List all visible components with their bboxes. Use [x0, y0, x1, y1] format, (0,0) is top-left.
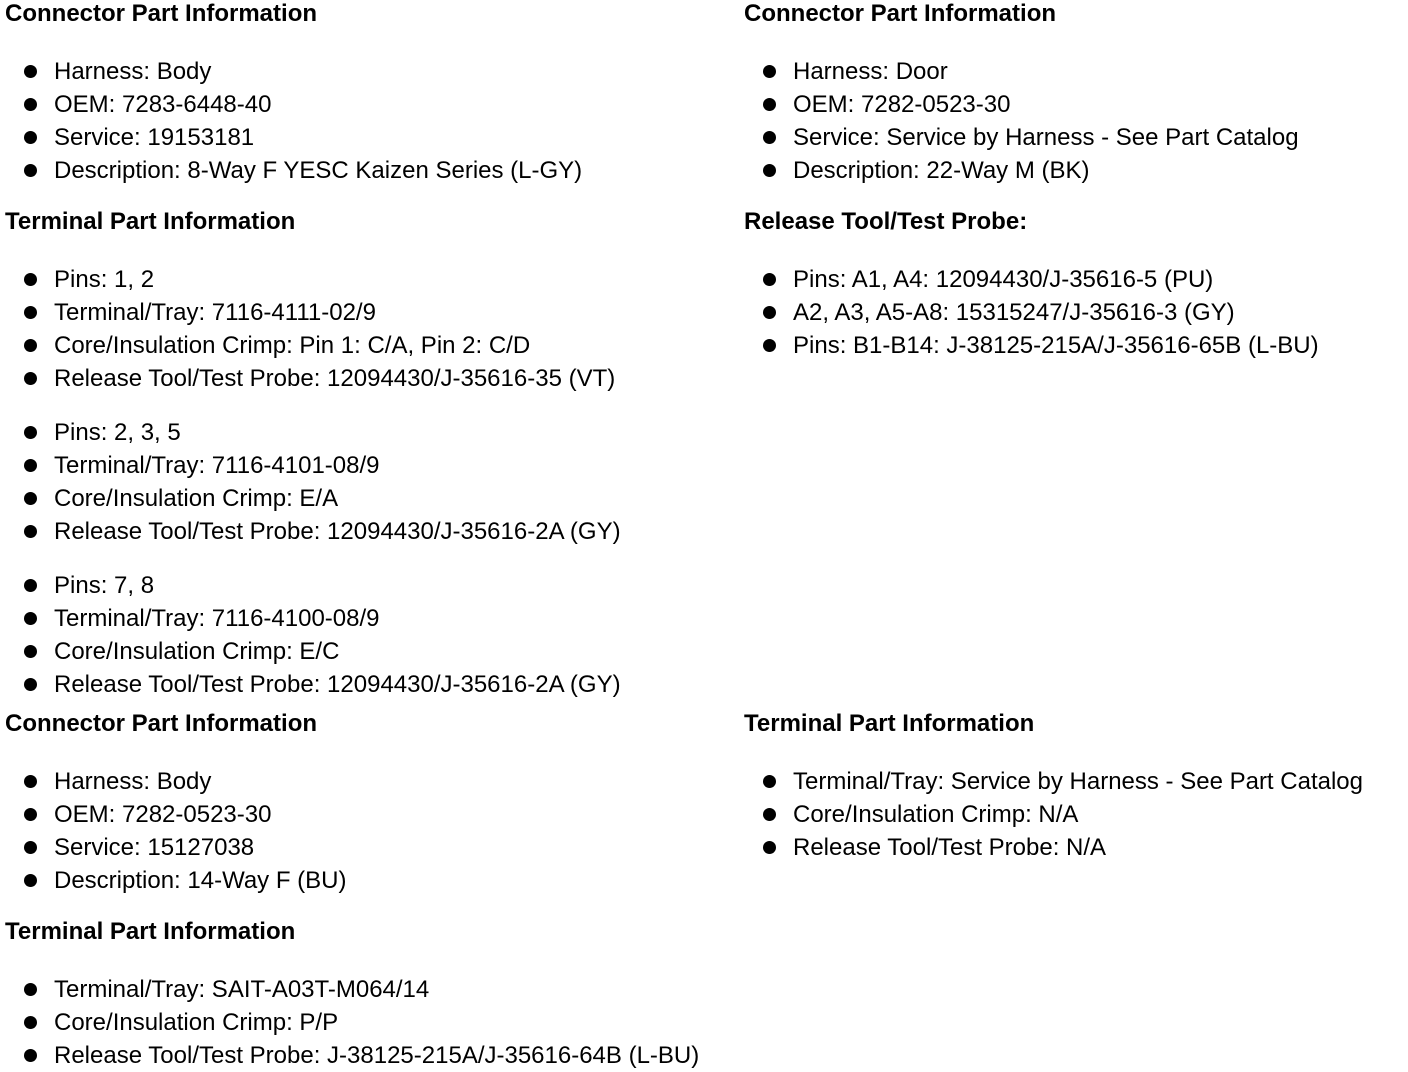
list-item: Pins: A1, A4: 12094430/J-35616-5 (PU)	[744, 263, 1319, 296]
bullet-icon	[24, 612, 37, 625]
list-item: Harness: Body	[5, 55, 582, 88]
list-item: Terminal/Tray: 7116-4101-08/9	[5, 449, 621, 482]
bullet-icon	[24, 525, 37, 538]
bullet-icon	[763, 808, 776, 821]
bullet-icon	[24, 808, 37, 821]
list-item: Pins: B1-B14: J-38125-215A/J-35616-65B (L-BU)	[744, 329, 1319, 362]
bullet-list	[744, 263, 1319, 362]
bullet-icon	[24, 841, 37, 854]
top-right-connector-section	[744, 0, 1299, 187]
bullet-icon	[763, 98, 776, 111]
bullet-icon	[24, 775, 37, 788]
bullet-list	[5, 569, 621, 701]
bullet-icon	[763, 841, 776, 854]
list-item: Harness: Door	[744, 55, 1299, 88]
bullet-list	[5, 263, 621, 395]
bullet-icon	[763, 775, 776, 788]
bullet-list	[5, 55, 582, 187]
bottom-left-connector-section	[5, 710, 347, 897]
list-item: OEM: 7283-6448-40	[5, 88, 582, 121]
bullet-icon	[24, 678, 37, 691]
bullet-list	[5, 765, 347, 897]
list-item: Service: 19153181	[5, 121, 582, 154]
section-heading: Connector Part Information	[5, 710, 318, 737]
bullet-icon	[763, 65, 776, 78]
section-heading: Terminal Part Information	[744, 710, 1035, 737]
list-item: Service: 15127038	[5, 831, 347, 864]
bullet-icon	[763, 164, 776, 177]
list-item: Description: 8-Way F YESC Kaizen Series (L-GY)	[5, 154, 582, 187]
bullet-icon	[24, 874, 37, 887]
list-item: Terminal/Tray: Service by Harness - See Part Catalog	[744, 765, 1363, 798]
bullet-icon	[24, 164, 37, 177]
bullet-icon	[24, 1016, 37, 1029]
list-item: OEM: 7282-0523-30	[744, 88, 1299, 121]
bullet-icon	[24, 339, 37, 352]
list-item: Core/Insulation Crimp: E/A	[5, 482, 621, 515]
section-heading: Connector Part Information	[744, 0, 1057, 27]
bottom-right-terminal-section	[744, 710, 1363, 864]
bullet-list	[744, 55, 1299, 187]
top-right-release-section	[744, 208, 1319, 362]
bullet-icon	[24, 983, 37, 996]
bullet-icon	[24, 273, 37, 286]
list-item: Core/Insulation Crimp: Pin 1: C/A, Pin 2: C/D	[5, 329, 621, 362]
section-heading: Terminal Part Information	[5, 208, 296, 235]
bullet-icon	[24, 645, 37, 658]
top-left-connector-section	[5, 0, 582, 187]
list-item: OEM: 7282-0523-30	[5, 798, 347, 831]
bullet-icon	[763, 131, 776, 144]
bullet-icon	[24, 65, 37, 78]
list-item: Pins: 7, 8	[5, 569, 621, 602]
bullet-list	[5, 416, 621, 548]
list-item: Release Tool/Test Probe: 12094430/J-35616-2A (GY)	[5, 668, 621, 701]
bullet-icon	[24, 306, 37, 319]
list-item: Core/Insulation Crimp: E/C	[5, 635, 621, 668]
bullet-icon	[24, 579, 37, 592]
list-item: Release Tool/Test Probe: J-38125-215A/J-35616-64B (L-BU)	[5, 1039, 699, 1072]
bullet-icon	[763, 339, 776, 352]
bullet-icon	[24, 98, 37, 111]
list-item: Description: 22-Way M (BK)	[744, 154, 1299, 187]
bullet-icon	[24, 426, 37, 439]
list-item: Pins: 2, 3, 5	[5, 416, 621, 449]
section-heading: Terminal Part Information	[5, 918, 296, 945]
list-item: Pins: 1, 2	[5, 263, 621, 296]
section-heading: Connector Part Information	[5, 0, 318, 27]
list-item: Service: Service by Harness - See Part Catalog	[744, 121, 1299, 154]
section-heading: Release Tool/Test Probe:	[744, 208, 1028, 235]
list-item: Description: 14-Way F (BU)	[5, 864, 347, 897]
bottom-left-terminal-section	[5, 918, 699, 1072]
bullet-list	[5, 973, 699, 1072]
list-item: A2, A3, A5-A8: 15315247/J-35616-3 (GY)	[744, 296, 1319, 329]
list-item: Terminal/Tray: 7116-4111-02/9	[5, 296, 621, 329]
bullet-icon	[24, 492, 37, 505]
list-item: Harness: Body	[5, 765, 347, 798]
list-item: Core/Insulation Crimp: N/A	[744, 798, 1363, 831]
bullet-icon	[24, 372, 37, 385]
list-item: Core/Insulation Crimp: P/P	[5, 1006, 699, 1039]
list-item: Release Tool/Test Probe: N/A	[744, 831, 1363, 864]
bullet-list	[744, 765, 1363, 864]
bullet-icon	[24, 131, 37, 144]
bullet-icon	[24, 1049, 37, 1062]
list-item: Terminal/Tray: SAIT-A03T-M064/14	[5, 973, 699, 1006]
list-item: Terminal/Tray: 7116-4100-08/9	[5, 602, 621, 635]
bullet-icon	[763, 273, 776, 286]
bullet-icon	[763, 306, 776, 319]
list-item: Release Tool/Test Probe: 12094430/J-35616-35 (VT)	[5, 362, 621, 395]
list-item: Release Tool/Test Probe: 12094430/J-35616-2A (GY)	[5, 515, 621, 548]
bullet-icon	[24, 459, 37, 472]
top-left-terminal-section	[5, 208, 621, 701]
